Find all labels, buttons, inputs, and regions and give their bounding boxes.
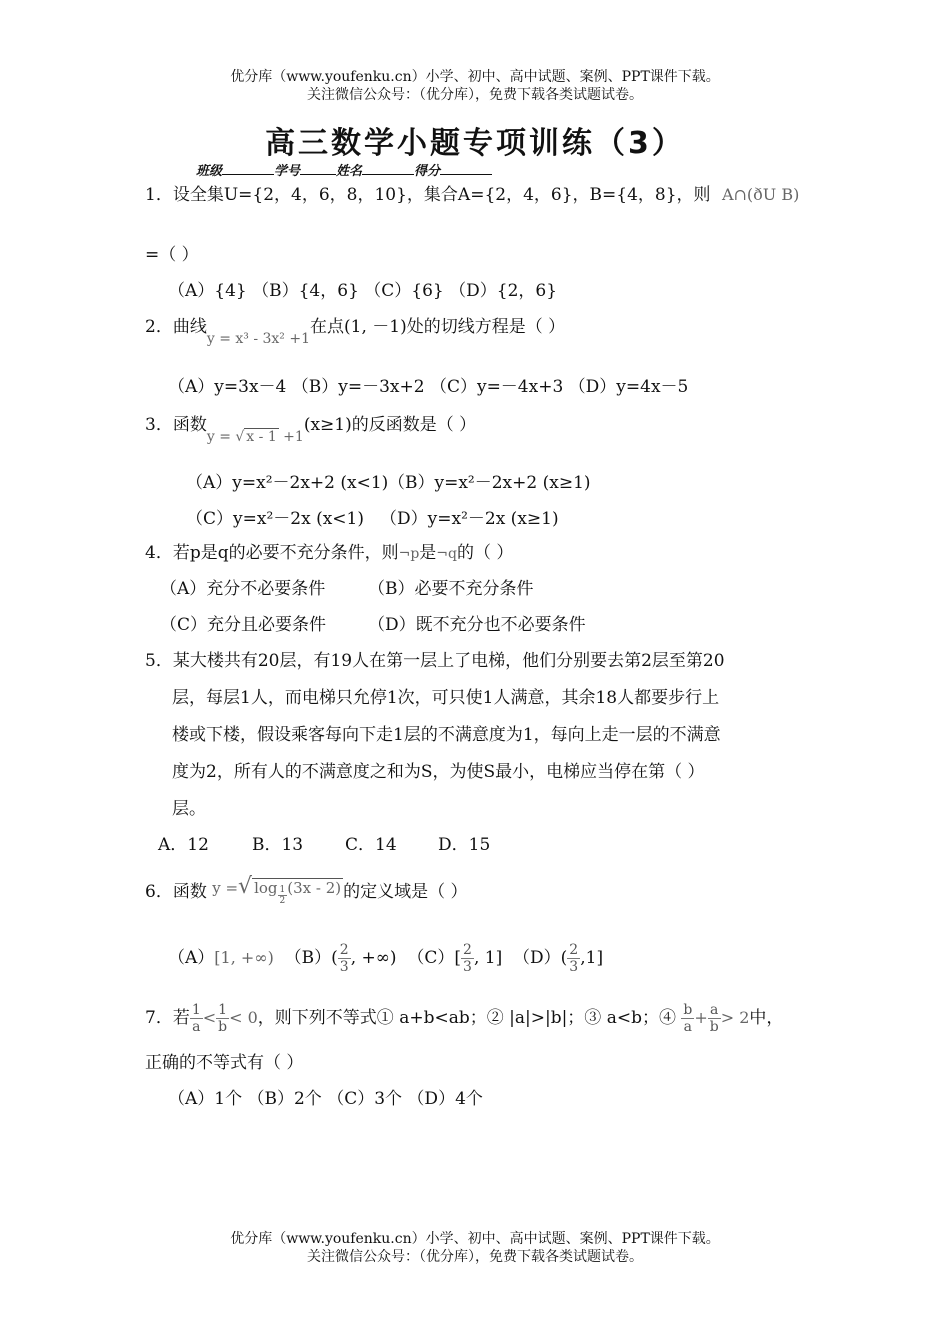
- q6-base-num: 1: [279, 884, 286, 895]
- q1-text: 设全集U={2，4，6，8，10}，集合A={2，4，6}，B={4，8}，则: [172, 185, 711, 205]
- q6-opt-b-tail: , +∞): [350, 948, 397, 968]
- question-1: [145, 184, 799, 206]
- q6-opt-b-num: 2: [339, 942, 349, 958]
- q4-number: 4．: [145, 543, 173, 563]
- q7-frac4-den: b: [709, 1019, 719, 1035]
- question-2: [145, 316, 566, 347]
- q2-number: 2．: [145, 317, 173, 337]
- q7-lt: <: [202, 1008, 217, 1027]
- q7-pre: 若: [172, 1008, 190, 1028]
- q4-text-c: 的（ ）: [457, 543, 514, 563]
- score-label: 得分: [414, 164, 441, 179]
- q2-post: 在点(1, －1)处的切线方程是（ ）: [310, 317, 566, 337]
- q3-option-b: （B）y=x²－2x+2 (x≥1): [388, 473, 591, 493]
- q7-frac3-den: a: [683, 1019, 693, 1035]
- q6-opt-c-num: 2: [463, 942, 472, 958]
- q7-number: 7．: [145, 1008, 173, 1028]
- q3-option-a: （A）y=x²－2x+2 (x<1): [186, 473, 389, 493]
- q1-formula: A∩(ðU B): [721, 185, 800, 204]
- q6-opt-a-label: （A）: [168, 948, 215, 968]
- class-label: 班级: [196, 164, 223, 179]
- question-3: [145, 414, 477, 445]
- q7-plus: +: [694, 1008, 708, 1027]
- page-title: 高三数学小题专项训练（3）: [265, 126, 685, 161]
- q6-opt-d-label: （D）(: [513, 948, 568, 968]
- number-label: 学号: [274, 164, 301, 179]
- q4-option-b: （B）必要不充分条件: [368, 579, 534, 599]
- q5-option-c: C．14: [345, 835, 397, 855]
- q4-option-a: （A）充分不必要条件: [160, 579, 326, 599]
- class-blank: [222, 162, 274, 175]
- q7-frac4-num: a: [708, 1002, 721, 1019]
- q3-number: 3．: [145, 415, 173, 435]
- q7-lt0: < 0: [229, 1008, 258, 1027]
- question-6: [145, 874, 468, 906]
- q7-frac2-den: b: [218, 1019, 228, 1035]
- q2-formula: y = x³ - 3x² +1: [206, 331, 311, 347]
- q6-opt-c-tail: , 1]: [473, 948, 503, 968]
- q3-pre: 函数: [172, 415, 207, 435]
- q3-formula: y = √ x - 1 +1: [206, 429, 304, 445]
- q4-not-p: ¬p: [398, 546, 420, 562]
- q2-options: （A）y=3x－4 （B）y=－3x+2 （C）y=－4x+3 （D）y=4x－5: [168, 377, 689, 397]
- q3-option-d: （D）y=x²－2x (x≥1): [380, 509, 559, 529]
- q6-arg: (3x - 2): [287, 879, 342, 897]
- q7-line-2: 正确的不等式有（ ）: [145, 1053, 304, 1073]
- q1-number: 1．: [145, 185, 173, 205]
- q6-opt-c-label: （C）[: [407, 948, 462, 968]
- q5-option-d: D．15: [438, 835, 491, 855]
- q4-option-c: （C）充分且必要条件: [160, 615, 327, 635]
- q7-frac1-den: a: [192, 1019, 201, 1035]
- q5-line-2: 层，每层1人，而电梯只允停1次，可只使1人满意，其余18人都要步行上: [172, 688, 720, 708]
- q6-post: 的定义域是（ ）: [343, 882, 468, 902]
- q6-opt-c-den: 3: [463, 959, 472, 975]
- q7-frac2-num: 1: [216, 1002, 229, 1019]
- q6-number: 6．: [145, 882, 173, 902]
- name-blank: [362, 162, 414, 175]
- q6-opt-a: [1, +∞): [214, 948, 274, 967]
- q3-formula-b: +1: [278, 429, 304, 445]
- q4-option-d: （D）既不充分也不必要条件: [368, 615, 586, 635]
- question-4: [145, 542, 513, 565]
- q5-option-b: B．13: [252, 835, 304, 855]
- q1-options: （A）{4} （B）{4，6} （C）{6} （D）{2，6}: [168, 281, 558, 301]
- student-info-fields: [196, 160, 492, 179]
- q3-radicand: x - 1: [246, 429, 277, 445]
- footer-line-2: 关注微信公众号：（优分库），免费下载各类试题试卷。: [307, 1249, 643, 1265]
- footer-line-1: 优分库（www.youfenku.cn）小学、初中、高中试题、案例、PPT课件下载。: [230, 1231, 720, 1247]
- q6-opt-b-label: （B）(: [284, 948, 338, 968]
- score-blank: [440, 162, 492, 175]
- q6-opt-b-den: 3: [339, 959, 349, 975]
- q4-text-b: 是: [419, 543, 437, 563]
- q6-opt-d-num: 2: [569, 942, 579, 958]
- q6-formula-y: y =: [212, 879, 239, 897]
- q4-text-a: 若p是q的必要不充分条件，则: [172, 543, 399, 563]
- q2-pre: 曲线: [172, 317, 207, 337]
- name-label: 姓名: [336, 164, 363, 179]
- q4-not-q: ¬q: [436, 546, 457, 562]
- q7-options: （A）1个 （B）2个 （C）3个 （D）4个: [168, 1089, 483, 1109]
- q7-frac3-num: b: [683, 1002, 693, 1018]
- q7-mid: ，则下列不等式① a+b<ab；② |a|>|b|；③ a<b；④: [257, 1008, 676, 1028]
- q6-options: [168, 942, 603, 975]
- q6-base-den: 2: [279, 895, 286, 906]
- question-7: [145, 1002, 783, 1035]
- q5-option-a: A．12: [158, 835, 209, 855]
- q7-gt2: > 2: [720, 1008, 750, 1027]
- q5-line-4: 度为2，所有人的不满意度之和为S，为使S最小，电梯应当停在第（ ）: [172, 762, 705, 782]
- number-blank: [300, 162, 336, 175]
- q6-log: log: [254, 879, 278, 897]
- q6-opt-d-tail: ,1]: [580, 948, 604, 968]
- q6-opt-d-den: 3: [569, 959, 579, 975]
- q7-post: 中，: [749, 1008, 784, 1028]
- q6-pre: 函数: [172, 882, 207, 902]
- q7-frac1-num: 1: [191, 1002, 201, 1018]
- q5-number: 5．: [145, 651, 173, 671]
- q3-post: (x≥1)的反函数是（ ）: [303, 415, 477, 435]
- q1-continuation: =（ ）: [145, 245, 199, 265]
- question-5: [145, 650, 725, 672]
- header-line-1: 优分库（www.youfenku.cn）小学、初中、高中试题、案例、PPT课件下载。: [230, 69, 720, 85]
- q5-line-5: 层。: [172, 799, 206, 819]
- q6-formula: y =√ log $\frac{1}{2}$ (3x - 2): [212, 874, 342, 906]
- header-line-2: 关注微信公众号：（优分库），免费下载各类试题试卷。: [307, 87, 643, 103]
- q3-option-c: （C）y=x²－2x (x<1): [186, 509, 364, 529]
- q5-line-3: 楼或下楼，假设乘客每向下走1层的不满意度为1，每向上走一层的不满意: [172, 725, 721, 745]
- q3-formula-a: y =: [206, 429, 236, 445]
- q5-line-1: 某大楼共有20层，有19人在第一层上了电梯，他们分别要去第2层至第20: [172, 651, 725, 671]
